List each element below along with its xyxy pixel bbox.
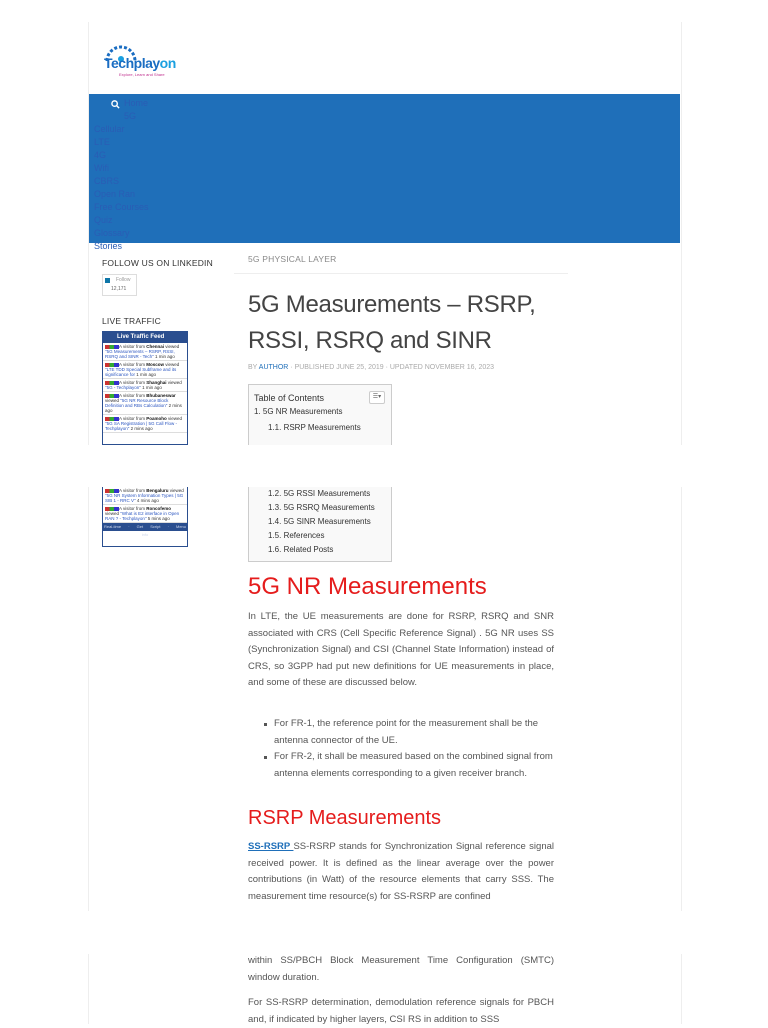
table-of-contents	[248, 384, 392, 445]
feed-place: Roncofemo	[146, 506, 172, 511]
feed-footer[interactable]: Real-time · Get Script · Menu info	[103, 524, 186, 537]
ss-rsrp-link[interactable]: SS-RSRP	[248, 841, 294, 852]
feed-item[interactable]	[103, 379, 187, 392]
rsrp-paragraph-cont: within SS/PBCH Block Measurement Time Configuration (SMTC) window duration.	[248, 955, 554, 983]
feed-item[interactable]	[103, 415, 187, 433]
feed-prefix: A visitor from	[119, 344, 147, 349]
feed-verb: viewed	[164, 362, 180, 367]
toc-item[interactable]: 1.6. Related Posts	[268, 545, 334, 554]
live-traffic-heading: LIVE TRAFFIC	[102, 316, 161, 326]
toc-item[interactable]: 1.5. References	[268, 531, 325, 540]
feed-time: 2 mins ago	[105, 403, 182, 413]
feed-page[interactable]: "5G Measurements – RSRP, RSSI, RSRQ and SINR - Tech"	[105, 349, 175, 359]
feed-time: 2 mins ago	[129, 426, 153, 431]
feed-place: Bengaluru	[146, 488, 169, 493]
feed-page[interactable]: "5G SA Registration | 5G Call Flow - Techplayon"	[105, 421, 178, 431]
nav-item[interactable]: Free Courses	[94, 202, 149, 212]
nav-item[interactable]: Home	[124, 98, 149, 108]
search-icon[interactable]	[111, 100, 120, 112]
toc-item[interactable]: 1.3. 5G RSRQ Measurements	[268, 503, 375, 512]
feed-item[interactable]	[103, 505, 187, 523]
follower-count: 12,171	[111, 286, 127, 292]
nav-item[interactable]: Open Ran	[94, 189, 136, 199]
page-title: 5G Measurements – RSRP, RSSI, RSRQ and SINR	[248, 291, 536, 354]
feed-prefix: A visitor from	[119, 416, 147, 421]
feed-prefix: A visitor from	[119, 506, 147, 511]
rsrp-paragraph: SS-RSRP SS-RSRP stands for Synchronization Signal reference signal received power. It is defined as the linear average over the power contributions (in Watt) of the resource elements that carry SSS. The measurement time resource(s) for SS-RSRP are confined	[248, 841, 554, 902]
feed-item[interactable]	[103, 361, 187, 379]
feed-prefix: A visitor from	[119, 393, 147, 398]
feed-place: Shanghai	[146, 380, 167, 385]
table-of-contents-cont	[248, 487, 392, 562]
nav-item[interactable]: Glossary	[94, 228, 130, 238]
post-meta: BY AUTHOR · PUBLISHED JUNE 25, 2019 · UPDATED NOVEMBER 16, 2023	[248, 364, 495, 371]
feed-time: 1 min ago	[135, 372, 157, 377]
follow-heading: FOLLOW US ON LINKEDIN	[102, 258, 213, 268]
intro-paragraph: In LTE, the UE measurements are done for RSRP, RSRQ and SNR associated with CRS (Cell Specific Reference Signal) . 5G NR uses SS (Synchronization Signal) and CSI (Channel State Information) instead of CRS, so 3GPP had put new definitions for UE measurements in place, and some of these are discussed below.	[248, 611, 554, 688]
feed-page[interactable]: "5G NR Resource Block Definition and RBs Calculation"	[105, 398, 169, 408]
feed-place: Poamoho	[146, 416, 167, 421]
author-link[interactable]: AUTHOR	[258, 364, 289, 371]
feed-verb: viewed	[105, 511, 121, 516]
toc-item[interactable]: 1. 5G NR Measurements	[254, 407, 343, 416]
toc-item[interactable]: 1.2. 5G RSSI Measurements	[268, 489, 371, 498]
feed-time: 1 min ago	[140, 385, 162, 390]
nav-item[interactable]: CBRS	[94, 176, 120, 186]
feed-place: Bhubaneswar	[146, 393, 176, 398]
determination-paragraph: For SS-RSRP determination, demodulation reference signals for PBCH and, if indicated by higher layers, CSI RS in addition to SSS	[248, 997, 554, 1025]
category-link[interactable]: 5G PHYSICAL LAYER	[248, 254, 337, 264]
feed-time: 5 mins ago	[146, 516, 170, 521]
toc-item[interactable]: 1.4. 5G SINR Measurements	[268, 517, 371, 526]
section-heading-nr: 5G NR Measurements	[248, 573, 487, 600]
nav-item[interactable]: 5G	[124, 111, 137, 121]
nav-item[interactable]: Cellular	[94, 124, 125, 134]
nav-item[interactable]: 4G	[94, 150, 107, 160]
site-tagline: Explore, Learn and Share	[119, 72, 165, 77]
feed-verb: viewed	[166, 380, 182, 385]
feed-place: Moscow	[146, 362, 165, 367]
linkedin-follow-button[interactable]	[102, 274, 137, 296]
divider	[234, 273, 568, 274]
nav-item[interactable]: Wifi	[94, 163, 109, 173]
live-traffic-feed-cont	[102, 487, 188, 547]
feed-verb: viewed	[166, 416, 183, 421]
site-logo[interactable]: Techplayon	[104, 55, 176, 71]
section-heading-rsrp: RSRP Measurements	[248, 807, 442, 829]
feed-title: Live Traffic Feed	[103, 332, 187, 343]
linkedin-icon	[105, 278, 110, 283]
feed-item[interactable]	[103, 343, 187, 361]
feed-verb: viewed	[105, 398, 121, 403]
toc-heading: Table of Contents	[254, 393, 325, 403]
feed-prefix: A visitor from	[119, 488, 147, 493]
feed-verb: viewed	[164, 344, 180, 349]
nav-item[interactable]: Quiz	[94, 215, 113, 225]
bullet-list	[264, 716, 554, 782]
nav-item[interactable]: LTE	[94, 137, 110, 147]
feed-item[interactable]	[103, 487, 187, 505]
live-traffic-feed	[102, 331, 188, 445]
list-item: For FR-2, it shall be measured based on the combined signal from antenna elements corresponding to a given receiver branch.	[264, 749, 554, 782]
feed-prefix: A visitor from	[119, 362, 147, 367]
follow-label: Follow	[116, 277, 131, 283]
feed-time: 1 min ago	[153, 354, 175, 359]
feed-page[interactable]: "What is E2 interface in Open RAN ? - Techplayon"	[105, 511, 180, 521]
feed-place: Chennai	[146, 344, 165, 349]
feed-verb: viewed	[168, 488, 184, 493]
feed-page[interactable]: "5G NR System Information Types | 5G SIB 1 - RRC V"	[105, 493, 184, 503]
feed-prefix: A visitor from	[119, 380, 147, 385]
feed-page[interactable]: "LTE TDD Special Subframe and its significance for	[105, 367, 177, 377]
list-item: For FR-1, the reference point for the measurement shall be the antenna connector of the UE.	[264, 716, 554, 749]
nav-item[interactable]: Stories	[94, 241, 123, 251]
main-navigation	[89, 94, 680, 243]
toc-item[interactable]: 1.1. RSRP Measurements	[268, 423, 361, 432]
feed-page[interactable]: "5G - Techplayon"	[105, 385, 141, 390]
toc-toggle-icon[interactable]: ☰▾	[369, 391, 385, 404]
feed-item[interactable]	[103, 392, 187, 415]
feed-time: 4 mins ago	[135, 498, 159, 503]
